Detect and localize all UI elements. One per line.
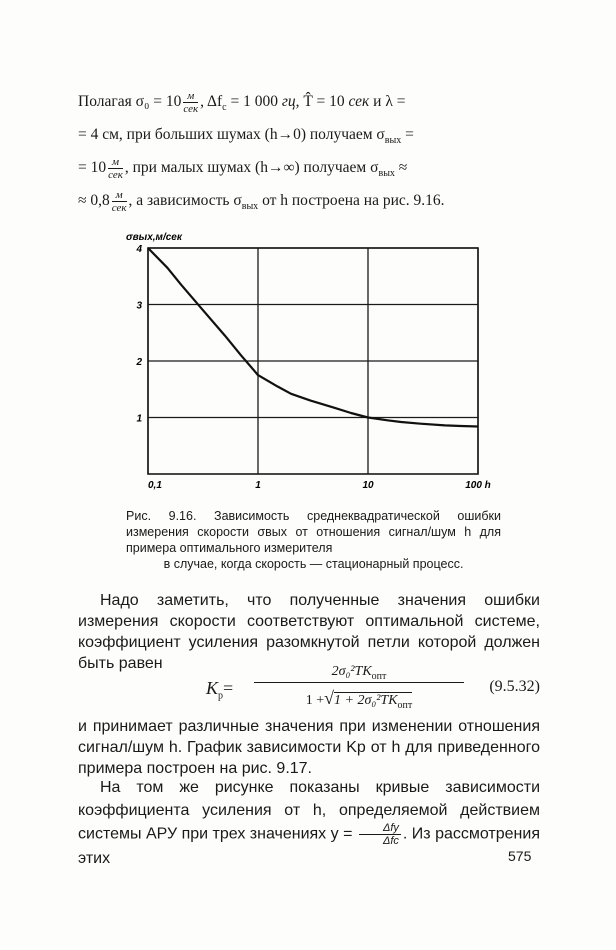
y-tick-label: 3 [136, 300, 142, 312]
intro-paragraph [78, 88, 540, 220]
equation-9-5-32 [78, 660, 540, 720]
y-axis-label: σвых,м/сек [126, 232, 182, 243]
fraction-m-sek-3: $\frac{м}{\text{сек}}$ [111, 189, 127, 215]
paragraph-gain: Надо заметить, что полученные значения ошибки измерения скорости соответствуют оптимальной системе, коэффициент усиления разомкнутой петли которой должен быть равен [78, 592, 540, 672]
equation-number: (9.5.32) [489, 678, 540, 695]
x-tick-label: 0,1 [148, 480, 162, 491]
intro-line-4: ≈ 0,8 $\frac{м}{\text{сек}}$ , а зависимость $\sigma_{вых}$ от h построена на рис. 9.16. [78, 189, 445, 215]
y-tick-label: 4 [136, 244, 142, 255]
formula-denominator: $1 +√1 + 2\sigma_0^2TK_{опт}$ [305, 688, 413, 711]
fraction-m-sek-2: $\frac{м}{\text{сек}}$ [108, 156, 123, 182]
fraction-dfy-dfc: $\frac{\text{Δfу}}{\text{Δfс}}$ [359, 822, 401, 847]
x-tick-label: 100 h [465, 480, 491, 491]
formula-numerator: $2\sigma_0^2TK_{опт}$ [254, 664, 464, 683]
fraction-m-sek: $\frac{м}{\text{сек}}$ [183, 89, 199, 115]
page-number: 575 [508, 848, 532, 864]
intro-line-2: = 4 см, при больших шумах (h→0) получаем $\sigma_{вых}$ = [78, 126, 414, 147]
sigma-vs-h-chart [118, 226, 498, 498]
y-tick-label: 2 [136, 357, 142, 368]
series-line [148, 248, 478, 427]
x-tick-label: 1 [255, 480, 261, 491]
figure-caption: Рис. 9.16. Зависимость среднеквадратической ошибки измерения скорости σвых от отношения сигнал/шум h для примера оптимального измерителя в случае, когда скорость — стационарный процесс. [126, 509, 501, 571]
y-tick-label: 1 [136, 413, 142, 425]
x-tick-label: 10 [362, 480, 374, 491]
intro-line-3: = 10 $\frac{м}{\text{сек}}$ , при малых шумах (h→∞) получаем $\sigma_{вых}$ ≈ [78, 156, 408, 182]
intro-line-1: Полагая σ₀ = 10 $\frac{м}{\text{сек}}$ , $\Delta f_с = 1$ 000 гц, T̂ = 10 сек и λ = [78, 89, 406, 115]
paragraph-kp: и принимает различные значения при изменении отношения сигнал/шум h. График зависимости Kр от h для приведенного примера построен на рис. 9.17. [78, 718, 540, 777]
formula-lhs: $K_р=$ [206, 678, 234, 702]
paragraph-aru: На том же рисунке показаны кривые зависимости коэффициента усиления от h, определяемой действием системы АРУ при трех значениях y = $\frac{\text{Δfу}}{\text{Δfс}}$ . Из рассмотрения этих [78, 779, 540, 867]
